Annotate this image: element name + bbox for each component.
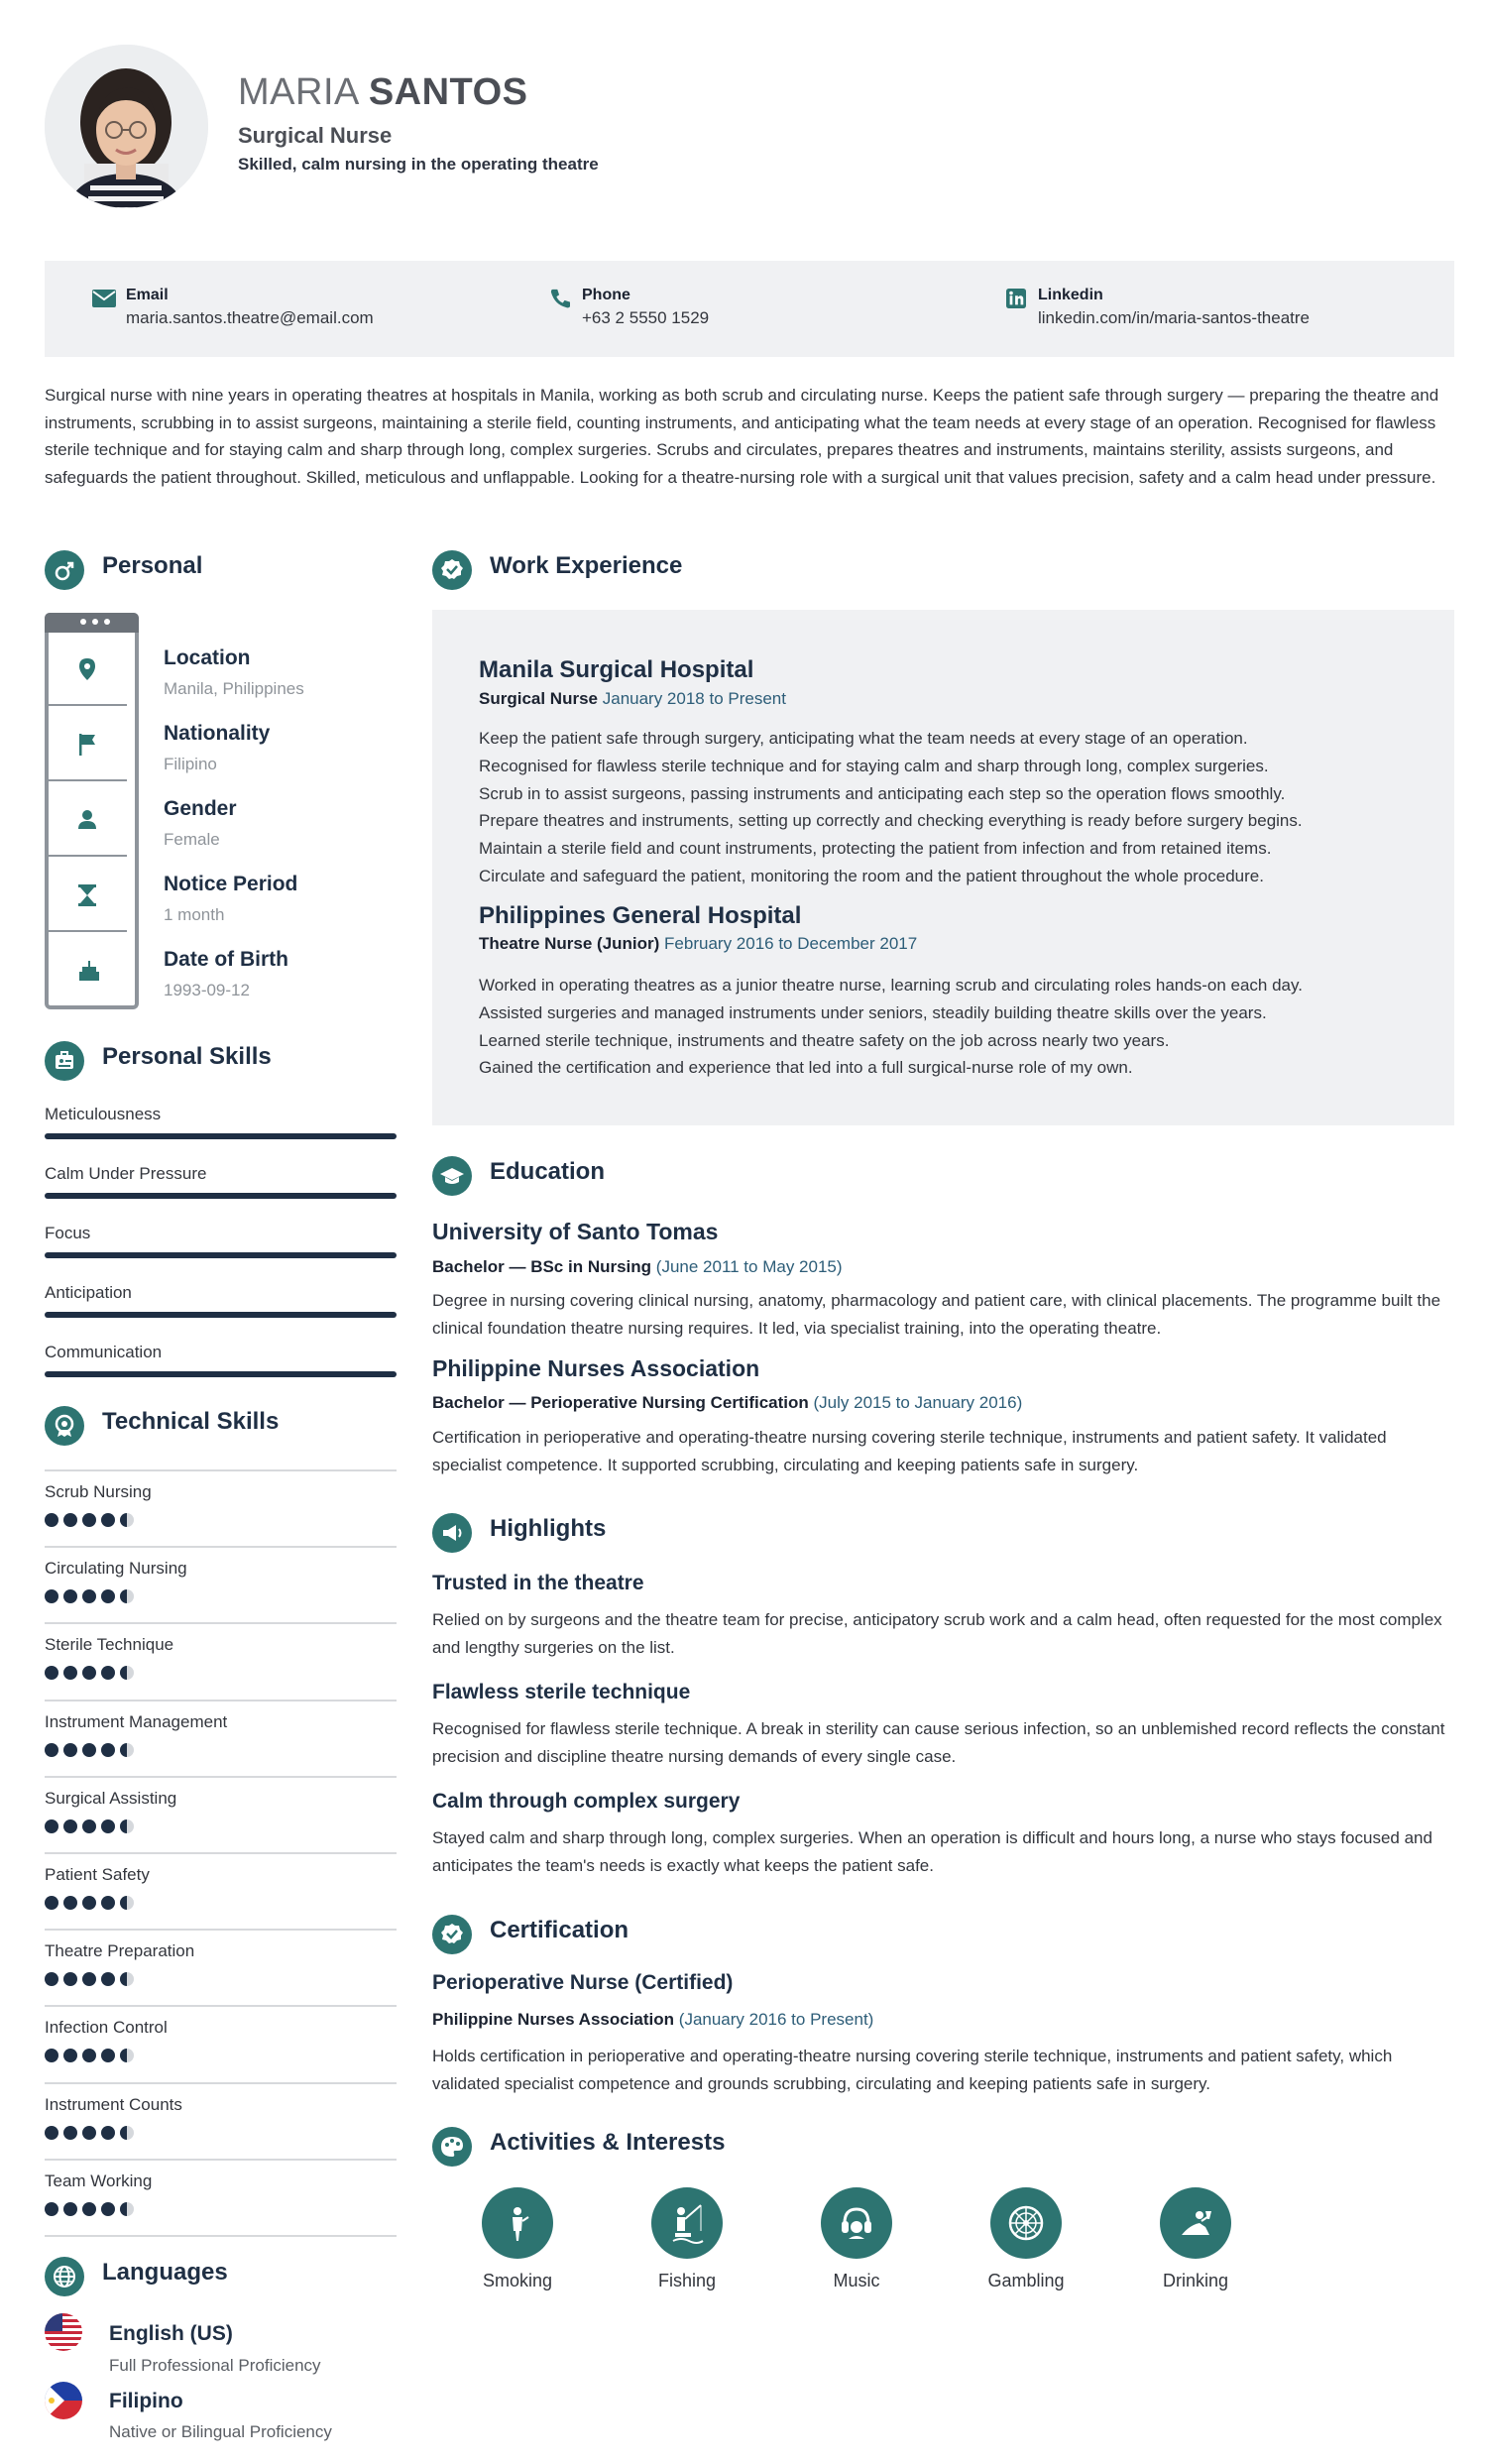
fishing-icon <box>651 2187 723 2259</box>
personal-panel-topbar <box>45 613 139 633</box>
rating-dot-partial <box>120 2049 127 2062</box>
certification-name: Perioperative Nurse (Certified) <box>432 1971 734 1994</box>
personal-label: Notice Period <box>164 873 298 895</box>
certification-description: Holds certification in perioperative and operating-theatre nursing covering sterile technique, instruments and patient safety, which validated specialist competence and grounds scrubbing, circulating and keeping patients safe in surgery. <box>432 2047 1393 2093</box>
role-line: Theatre Nurse (Junior) February 2016 to December 2017 <box>479 934 918 953</box>
rating-dot <box>45 2202 58 2216</box>
rating-dot <box>45 2049 58 2062</box>
education-description: Degree in nursing covering clinical nursing, anatomy, pharmacology and patient care, with clinical placements. The programme built the clinical foundation theatre nursing requires. It led, via specialist training, into the operating theatre. <box>432 1291 1441 1338</box>
company-name: Philippines General Hospital <box>479 902 802 929</box>
phone-icon <box>548 289 572 308</box>
school-name: University of Santo Tomas <box>432 1219 719 1244</box>
skill-rating <box>45 2048 154 2063</box>
flag-icon <box>49 708 127 781</box>
rating-dot <box>82 2202 96 2216</box>
personal-skill-label: Anticipation <box>45 1283 132 1302</box>
rating-dot <box>82 1896 96 1910</box>
language-level: Full Professional Proficiency <box>109 2356 321 2375</box>
rating-dot <box>45 1743 58 1757</box>
highlight-title: Calm through complex surgery <box>432 1790 741 1813</box>
personal-skill-label: Focus <box>45 1224 91 1242</box>
skill-divider <box>45 2005 397 2007</box>
job-description: Worked in operating theatres as a junior theatre nurse, learning scrub and circulating roles hands-on each day. Assisted surgeries and managed instruments under seniors, steadily building theatre skills over the years. Learned sterile technique, instruments and theatre safety on the job across nearly two years. Gained the certification and experience that led into a full surgical-nurse role of my own. <box>479 976 1303 1078</box>
rating-dot <box>101 2049 115 2062</box>
rating-dot <box>63 1896 77 1910</box>
education-title: Education <box>490 1158 606 1185</box>
skill-divider <box>45 2082 397 2084</box>
philippines-flag-icon <box>45 2382 82 2419</box>
personal-skill-bar <box>45 1252 397 1258</box>
smoking-icon <box>482 2187 553 2259</box>
technical-skills-title: Technical Skills <box>102 1408 280 1435</box>
rating-dot <box>45 1896 58 1910</box>
rating-dot <box>63 1972 77 1986</box>
degree-line: Bachelor — Perioperative Nursing Certification (July 2015 to January 2016) <box>432 1393 1023 1412</box>
personal-value: Manila, Philippines <box>164 679 304 698</box>
rating-dot-partial <box>120 1819 127 1833</box>
skill-divider <box>45 1852 397 1854</box>
skill-rating <box>45 1895 154 1911</box>
rating-dot <box>82 1589 96 1603</box>
badge-icon <box>45 1041 84 1081</box>
highlight-title: Flawless sterile technique <box>432 1681 691 1703</box>
personal-skill-label: Calm Under Pressure <box>45 1164 207 1183</box>
rating-dot <box>101 1972 115 1986</box>
role-line: Surgical Nurse January 2018 to Present <box>479 689 786 708</box>
verified-badge-icon <box>432 550 472 590</box>
rating-dot <box>82 1743 96 1757</box>
highlight-title: Trusted in the theatre <box>432 1572 644 1594</box>
technical-skill-label: Instrument Counts <box>45 2094 182 2114</box>
certification-title: Certification <box>490 1917 629 1943</box>
skill-divider <box>45 1700 397 1701</box>
personal-skill-bar <box>45 1193 397 1199</box>
company-name: Manila Surgical Hospital <box>479 656 754 683</box>
skill-rating <box>45 1742 154 1758</box>
rating-dot-partial <box>120 1666 127 1680</box>
rating-dot <box>101 2202 115 2216</box>
personal-skill-bar <box>45 1312 397 1318</box>
rating-dot-partial <box>120 1589 127 1603</box>
skill-rating <box>45 1588 154 1604</box>
technical-skill-label: Theatre Preparation <box>45 1941 195 1961</box>
rating-dot-partial <box>120 1896 127 1910</box>
personal-skill-label: Communication <box>45 1343 163 1361</box>
personal-skill-bar <box>45 1371 397 1377</box>
skill-divider <box>45 2235 397 2237</box>
personal-skill-bar <box>45 1133 397 1139</box>
rating-dot <box>63 1819 77 1833</box>
degree-line: Bachelor — BSc in Nursing (June 2011 to May 2015) <box>432 1257 843 1276</box>
music-icon <box>821 2187 892 2259</box>
job-description: Keep the patient safe through surgery, anticipating what the team needs at every stage of an operation. Recognised for flawless sterile technique and for staying calm and sharp through long, complex surgeries. Scrub in to assist surgeons, passing instruments and anticipating each step so the operation flows smoothly. Prepare theatres and instruments, setting up correctly and checking everything is ready before surgery begins. Maintain a sterile field and count instruments, protecting the patient from infection and from retained items. Circulate and safeguard the patient, monitoring the room and the patient throughout the whole procedure. <box>479 729 1303 885</box>
person-icon <box>49 783 127 857</box>
location-pin-icon <box>49 633 127 706</box>
rating-dot <box>63 1513 77 1527</box>
gender-icon <box>45 550 84 590</box>
linkedin-label: Linkedin <box>1038 287 1103 303</box>
personal-value: Filipino <box>164 755 217 773</box>
technical-skill-label: Circulating Nursing <box>45 1559 187 1579</box>
certification-issuer-line: Philippine Nurses Association (January 2016 to Present) <box>432 2010 874 2029</box>
job-title: Surgical Nurse <box>238 123 393 148</box>
linkedin-value[interactable]: linkedin.com/in/maria-santos-theatre <box>1038 308 1311 327</box>
highlight-description: Stayed calm and sharp through long, complex surgeries. When an operation is difficult and hours long, a nurse who stays focused and anticipates the team's needs is exactly what keeps the patient safe. <box>432 1828 1432 1875</box>
personal-label: Gender <box>164 797 237 820</box>
rating-dot <box>63 2126 77 2140</box>
rating-dot <box>45 1666 58 1680</box>
technical-skill-label: Infection Control <box>45 2018 168 2038</box>
skill-rating <box>45 2201 154 2217</box>
work-experience-title: Work Experience <box>490 552 683 579</box>
megaphone-icon <box>432 1513 472 1553</box>
rating-dot-partial <box>120 1743 127 1757</box>
profile-photo <box>45 45 208 208</box>
rating-dot-partial <box>120 1513 127 1527</box>
graduation-cap-icon <box>432 1156 472 1196</box>
rating-dot <box>101 1896 115 1910</box>
technical-skill-label: Sterile Technique <box>45 1635 174 1655</box>
language-level: Native or Bilingual Proficiency <box>109 2422 332 2441</box>
language-name: English (US) <box>109 2322 233 2345</box>
rating-dot <box>63 1743 77 1757</box>
skill-divider <box>45 1929 397 1931</box>
rating-dot <box>101 2126 115 2140</box>
language-name: Filipino <box>109 2390 183 2412</box>
personal-skill-label: Meticulousness <box>45 1105 162 1123</box>
highlight-description: Recognised for flawless sterile technique. A break in sterility can cause serious infection, so an unblemished record reflects the constant precision and discipline theatre nursing demands of every single case. <box>432 1719 1445 1766</box>
rating-dot-partial <box>120 2202 127 2216</box>
tagline: Skilled, calm nursing in the operating theatre <box>238 155 599 174</box>
drinking-icon <box>1160 2187 1231 2259</box>
phone-value[interactable]: +63 2 5550 1529 <box>582 308 710 327</box>
personal-icons <box>45 633 139 1009</box>
rating-dot-partial <box>120 1972 127 1986</box>
rating-dot <box>45 2126 58 2140</box>
skill-divider <box>45 1622 397 1624</box>
school-name: Philippine Nurses Association <box>432 1355 760 1381</box>
award-icon <box>45 1406 84 1446</box>
technical-skill-label: Team Working <box>45 2171 153 2190</box>
skill-rating <box>45 1512 154 1528</box>
gambling-icon <box>990 2187 1062 2259</box>
palette-icon <box>432 2127 472 2167</box>
contact-bar <box>45 261 1454 357</box>
interests-title: Activities & Interests <box>490 2129 726 2156</box>
rating-dot <box>63 2202 77 2216</box>
rating-dot <box>82 1972 96 1986</box>
email-icon <box>92 289 116 308</box>
education-description: Certification in perioperative and operating-theatre nursing covering sterile technique, instruments and patient safety. It validated specialist competence. It supported scrubbing, circulating and keeping patients safe in surgery. <box>432 1428 1387 1474</box>
skill-rating <box>45 1819 154 1834</box>
rating-dot <box>101 1743 115 1757</box>
personal-value: 1 month <box>164 905 225 924</box>
linkedin-icon <box>1004 289 1028 308</box>
profile-summary: Surgical nurse with nine years in operating theatres at hospitals in Manila, working as both scrub and circulating nurse. Keeps the patient safe through surgery — preparing the theatre and instruments, scrubbing in to assist surgeons, maintaining a sterile field, counting instruments, and anticipating what the team needs at every stage of an operation. Recognised for flawless sterile technique and for staying calm and sharp through long, complex surgeries. Scrubs and circulates, prepares theatres and instruments, maintains sterility, assists surgeons, and safeguards the patient throughout. Skilled, meticulous and unflappable. Looking for a theatre-nursing role with a surgical unit that values precision, safety and a calm head under pressure. <box>45 386 1439 487</box>
personal-title: Personal <box>102 552 203 579</box>
interest-label: Drinking <box>1162 2271 1229 2290</box>
rating-dot <box>101 1819 115 1833</box>
candidate-name: MARIA SANTOS <box>238 71 528 113</box>
rating-dot <box>82 1819 96 1833</box>
interest-label: Fishing <box>657 2271 717 2290</box>
rating-dot <box>63 2049 77 2062</box>
rating-dot <box>63 1589 77 1603</box>
personal-value: 1993-09-12 <box>164 981 250 999</box>
technical-skill-label: Scrub Nursing <box>45 1482 152 1501</box>
email-value[interactable]: maria.santos.theatre@email.com <box>126 308 374 327</box>
technical-skill-label: Patient Safety <box>45 1865 150 1884</box>
rating-dot <box>45 1513 58 1527</box>
rating-dot <box>101 1589 115 1603</box>
email-label: Email <box>126 287 169 303</box>
skill-divider <box>45 1469 397 1471</box>
certificate-badge-icon <box>432 1915 472 1954</box>
interest-label: Smoking <box>482 2271 553 2290</box>
rating-dot <box>82 1513 96 1527</box>
skill-rating <box>45 1665 154 1681</box>
skill-divider <box>45 1776 397 1778</box>
technical-skill-label: Surgical Assisting <box>45 1788 177 1808</box>
skill-rating <box>45 1971 154 1987</box>
personal-skills-title: Personal Skills <box>102 1043 272 1070</box>
rating-dot <box>45 1972 58 1986</box>
interest-label: Gambling <box>987 2271 1065 2290</box>
phone-label: Phone <box>582 287 630 303</box>
interest-label: Music <box>833 2271 880 2290</box>
personal-value: Female <box>164 830 220 849</box>
rating-dot <box>63 1666 77 1680</box>
rating-dot <box>101 1513 115 1527</box>
us-flag-icon <box>45 2313 82 2351</box>
rating-dot-partial <box>120 2126 127 2140</box>
rating-dot <box>82 2126 96 2140</box>
rating-dot <box>45 1589 58 1603</box>
personal-label: Location <box>164 646 251 669</box>
highlight-description: Relied on by surgeons and the theatre team for precise, anticipatory scrub work and a calm head, often requested for the most complex and lengthy surgeries on the list. <box>432 1610 1442 1657</box>
rating-dot <box>101 1666 115 1680</box>
rating-dot <box>82 2049 96 2062</box>
personal-label: Nationality <box>164 722 271 745</box>
technical-skill-label: Instrument Management <box>45 1711 228 1731</box>
skill-divider <box>45 1546 397 1548</box>
cake-icon <box>49 934 127 1007</box>
personal-label: Date of Birth <box>164 948 288 971</box>
hourglass-icon <box>49 859 127 932</box>
highlights-title: Highlights <box>490 1515 607 1542</box>
skill-divider <box>45 2159 397 2161</box>
rating-dot <box>82 1666 96 1680</box>
skill-rating <box>45 2125 154 2141</box>
languages-title: Languages <box>102 2259 228 2286</box>
rating-dot <box>45 1819 58 1833</box>
globe-icon <box>45 2257 84 2296</box>
